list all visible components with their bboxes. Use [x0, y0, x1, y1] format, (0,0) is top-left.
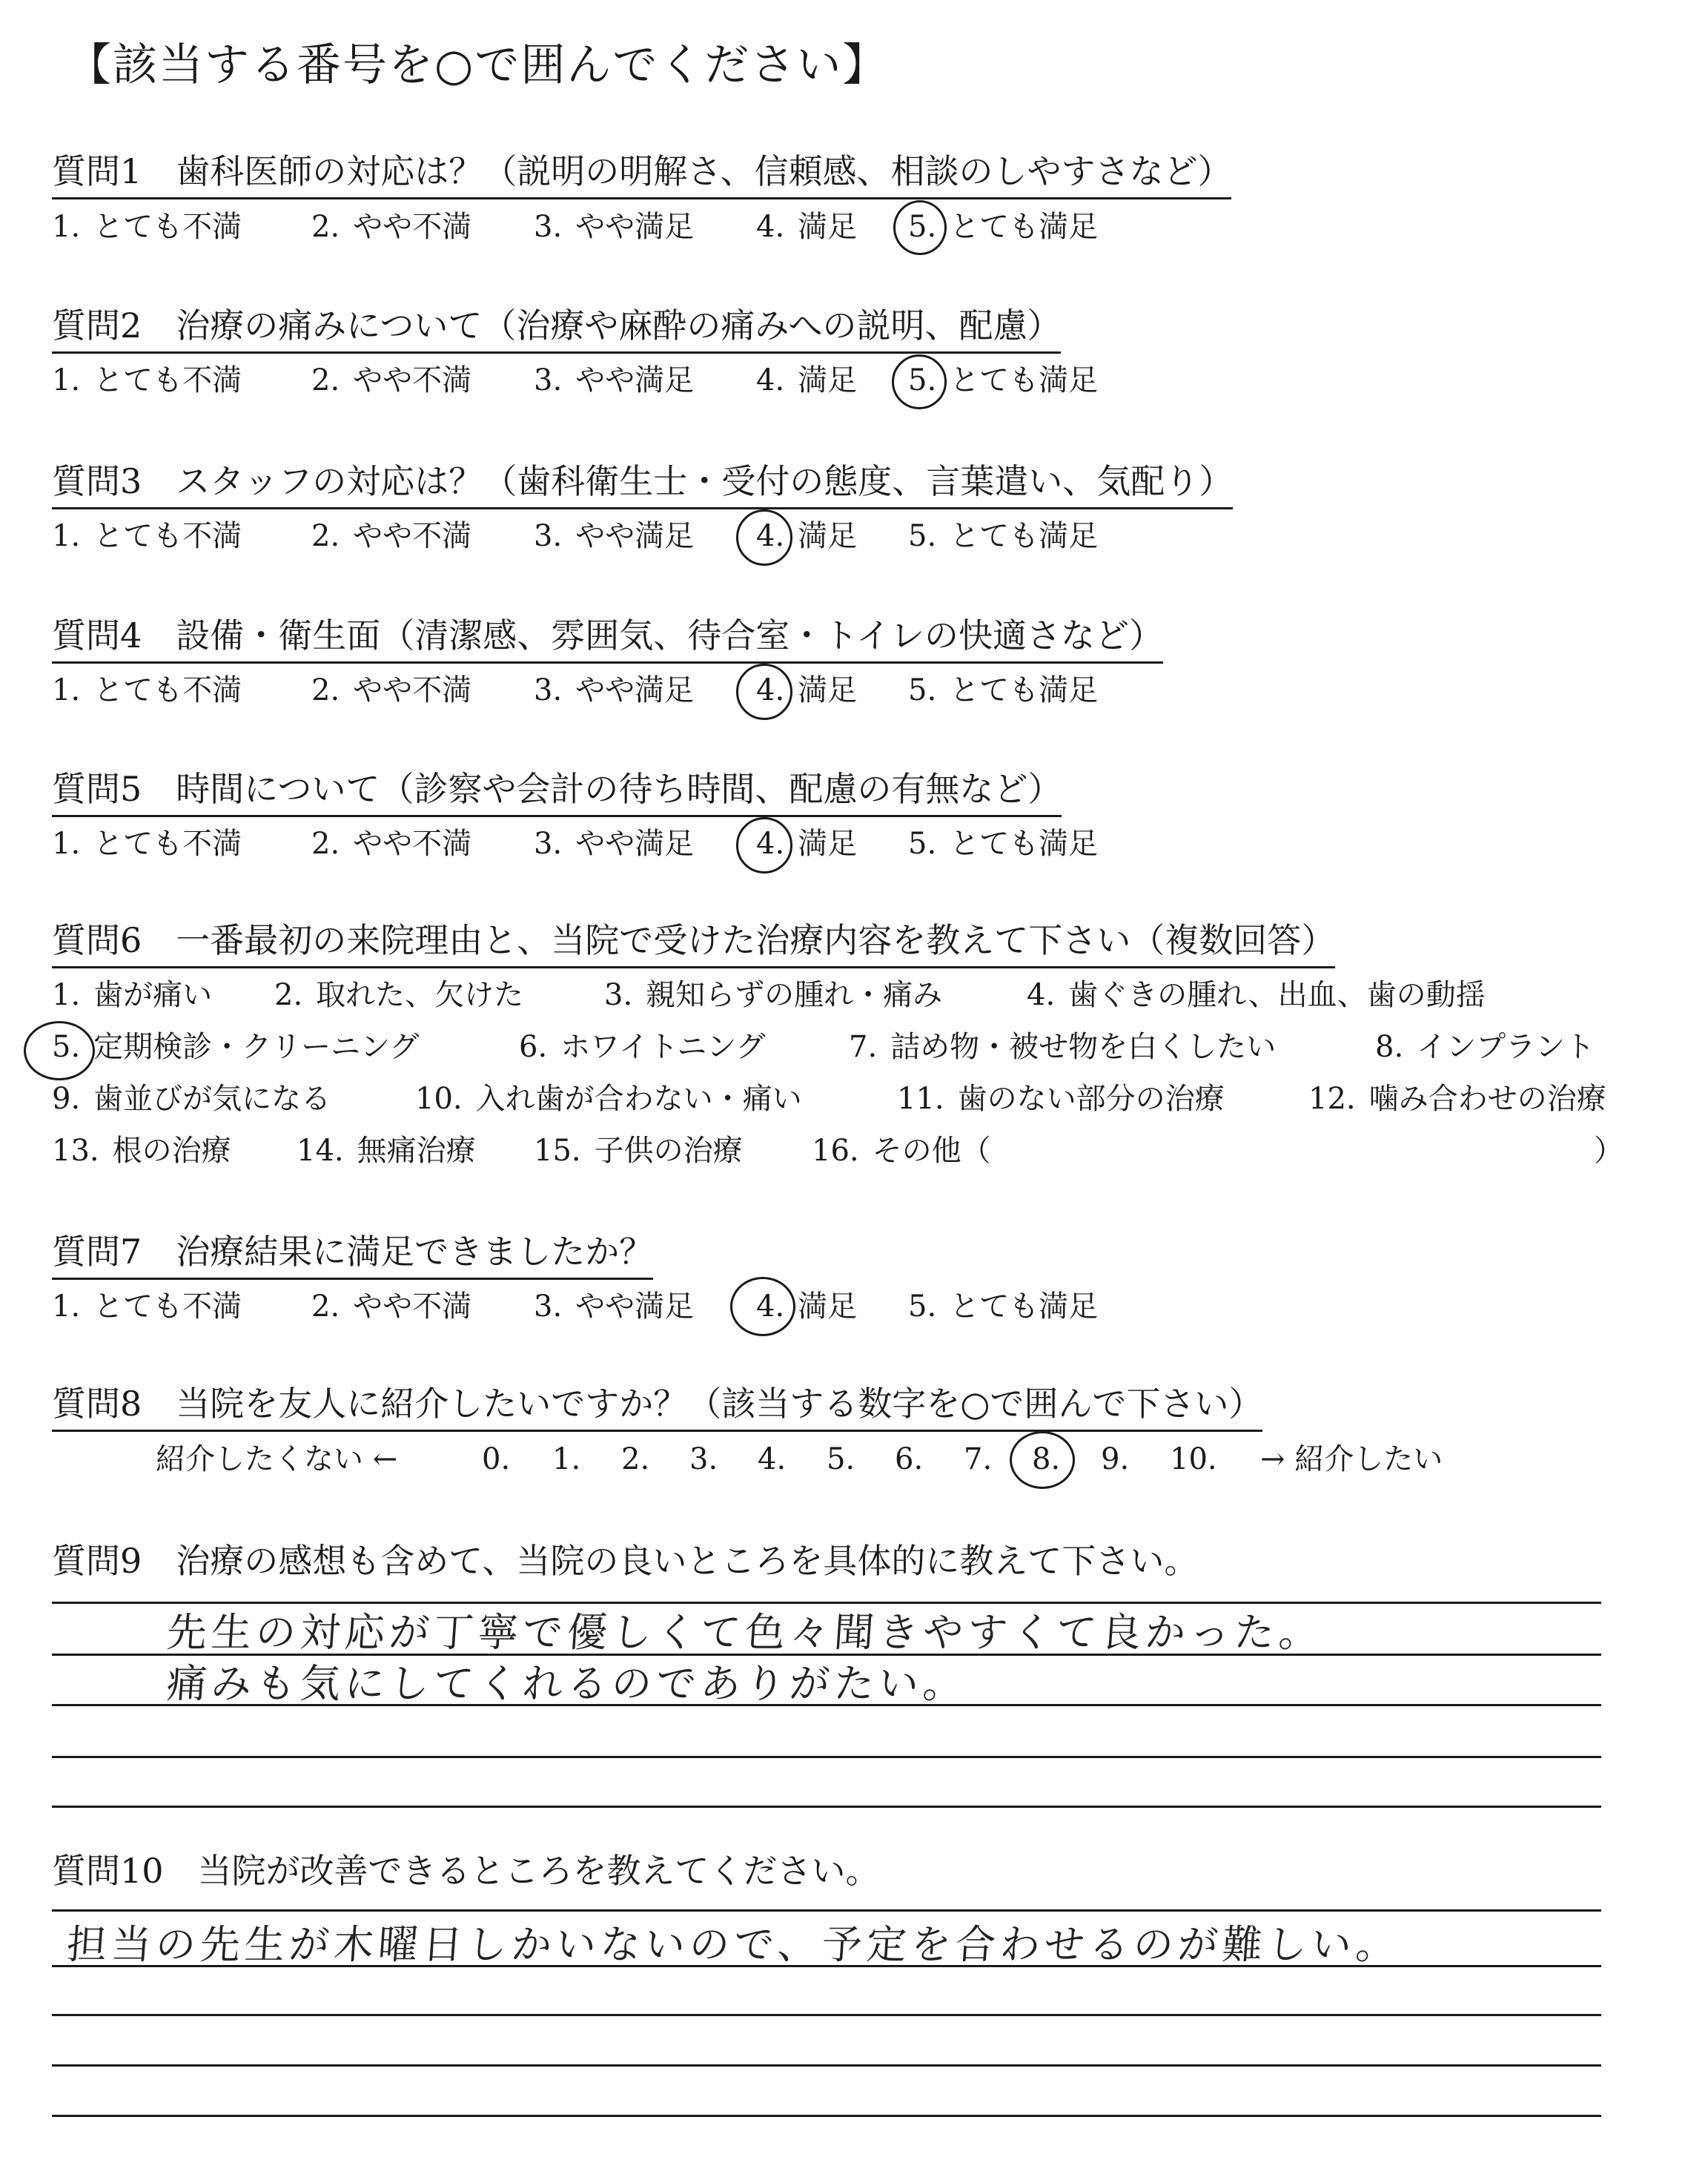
q6-option-2[interactable]: 2. 取れた、欠けた: [274, 978, 524, 1012]
question-5-heading: 質問5 時間について（診察や会計の待ち時間、配慮の有無など）: [52, 772, 1062, 817]
q8-right-label: → 紹介したい: [1260, 1442, 1443, 1476]
q8-option-5[interactable]: 5.: [827, 1442, 855, 1476]
question-4-heading: 質問4 設備・衛生面（清潔感、雰囲気、待合室・トイレの快適さなど）: [52, 618, 1163, 664]
q2-option-4[interactable]: 4. 満足: [756, 363, 858, 397]
q3-option-4[interactable]: 4. 満足: [756, 519, 858, 553]
q2-option-5[interactable]: 5. とても満足: [908, 363, 1099, 397]
q8-option-7[interactable]: 7.: [964, 1442, 993, 1476]
q8-option-8[interactable]: 8.: [1032, 1442, 1061, 1476]
question-9-heading: 質問9 治療の感想も含めて、当院の良いところを具体的に教えて下さい。: [52, 1541, 1199, 1581]
q9-answer-line: [52, 1806, 1601, 1808]
q6-option-15[interactable]: 15. 子供の治療: [534, 1134, 743, 1168]
q1-option-2[interactable]: 2. やや不満: [311, 210, 472, 244]
q7-option-3[interactable]: 3. やや満足: [534, 1289, 695, 1324]
q3-answer-circle: [736, 509, 792, 566]
question-10-heading: 質問10 当院が改善できるところを教えてください。: [52, 1851, 880, 1891]
q1-option-5[interactable]: 5. とても満足: [908, 210, 1099, 244]
q8-option-1[interactable]: 1.: [552, 1442, 581, 1476]
question-text: 歯科医師の対応は？（説明の明解さ、信頼感、相談のしやすさなど）: [176, 151, 1232, 191]
q9-answer-text: 痛みも気にしてくれるのでありがたい。: [165, 1660, 970, 1707]
q10-answer-line: [52, 2014, 1601, 2016]
q6-option-7[interactable]: 7. 詰め物・被せ物を白くしたい: [849, 1030, 1277, 1064]
q8-option-2[interactable]: 2.: [621, 1442, 650, 1476]
question-number: 質問1: [52, 151, 142, 191]
q8-option-6[interactable]: 6.: [895, 1442, 924, 1476]
q6-option-5[interactable]: 5. 定期検診・クリーニング: [52, 1030, 420, 1064]
question-7-heading: 質問7 治療結果に満足できましたか？: [52, 1235, 653, 1280]
q7-option-5[interactable]: 5. とても満足: [908, 1289, 1099, 1324]
q6-option-13[interactable]: 13. 根の治療: [52, 1134, 231, 1168]
q6-option-4[interactable]: 4. 歯ぐきの腫れ、出血、歯の動揺: [1027, 978, 1486, 1012]
q6-option-11[interactable]: 11. 歯のない部分の治療: [897, 1082, 1225, 1116]
q8-option-9[interactable]: 9.: [1101, 1442, 1130, 1476]
q8-option-10[interactable]: 10.: [1170, 1442, 1217, 1476]
q6-option-6[interactable]: 6. ホワイトニング: [519, 1030, 766, 1064]
q4-option-4[interactable]: 4. 満足: [756, 673, 858, 707]
q4-option-5[interactable]: 5. とても満足: [908, 673, 1099, 707]
q3-option-2[interactable]: 2. やや不満: [311, 519, 472, 553]
q10-answer-line: [52, 2064, 1601, 2067]
q5-option-5[interactable]: 5. とても満足: [908, 827, 1099, 861]
q2-option-3[interactable]: 3. やや満足: [534, 363, 695, 397]
question-2-heading: 質問2 治療の痛みについて（治療や麻酔の痛みへの説明、配慮）: [52, 308, 1061, 354]
q10-answer-line: [52, 2115, 1601, 2117]
q5-option-2[interactable]: 2. やや不満: [311, 827, 472, 861]
q7-option-1[interactable]: 1. とても不満: [52, 1289, 242, 1324]
q6-option-9[interactable]: 9. 歯並びが気になる: [52, 1082, 331, 1116]
q6-option-8[interactable]: 8. インプラント: [1375, 1030, 1595, 1064]
q6-option-16[interactable]: 16. その他（: [812, 1134, 991, 1168]
q4-option-2[interactable]: 2. やや不満: [311, 673, 472, 707]
q6-option-1[interactable]: 1. 歯が痛い: [52, 978, 213, 1012]
q10-answer-line: [52, 1909, 1601, 1912]
q10-answer-text: 担当の先生が木曜日しかいないので、予定を合わせるのが難しい。: [64, 1921, 1403, 1968]
q9-answer-line: [52, 1654, 1601, 1656]
q3-option-5[interactable]: 5. とても満足: [908, 519, 1099, 553]
page-title: 【該当する番号を○で囲んでください】: [67, 39, 889, 91]
q6-option-3[interactable]: 3. 親知らずの腫れ・痛み: [604, 978, 943, 1012]
q2-option-2[interactable]: 2. やや不満: [311, 363, 472, 397]
q6-other-close-paren: ）: [1594, 1134, 1623, 1168]
q6-answer-circle: [24, 1021, 95, 1080]
question-3-heading: 質問3 スタッフの対応は？（歯科衛生士・受付の態度、言葉遣い、気配り）: [52, 464, 1233, 509]
q2-answer-circle: [892, 354, 947, 409]
q1-option-1[interactable]: 1. とても不満: [52, 210, 242, 244]
q1-answer-circle: [893, 200, 947, 255]
q4-answer-circle: [736, 664, 792, 720]
q5-option-1[interactable]: 1. とても不満: [52, 827, 242, 861]
q8-answer-circle: [1010, 1431, 1075, 1489]
q6-option-12[interactable]: 12. 噛み合わせの治療: [1308, 1082, 1606, 1116]
q7-answer-circle: [730, 1277, 795, 1336]
q4-option-1[interactable]: 1. とても不満: [52, 673, 242, 707]
q7-option-2[interactable]: 2. やや不満: [311, 1289, 472, 1324]
q9-answer-text: 先生の対応が丁寧で優しくて色々聞きやすくて良かった。: [165, 1609, 1325, 1656]
question-8-heading: 質問8 当院を友人に紹介したいですか？（該当する数字を○で囲んで下さい）: [52, 1387, 1262, 1432]
q4-option-3[interactable]: 3. やや満足: [534, 673, 695, 707]
q10-answer-line: [52, 1965, 1601, 1967]
q9-answer-line: [52, 1704, 1601, 1706]
q1-option-3[interactable]: 3. やや満足: [534, 210, 695, 244]
q5-answer-circle: [736, 817, 792, 873]
q9-answer-line: [52, 1602, 1601, 1604]
q8-option-0[interactable]: 0.: [482, 1442, 511, 1476]
q1-option-4[interactable]: 4. 満足: [756, 210, 858, 244]
q6-option-10[interactable]: 10. 入れ歯が合わない・痛い: [415, 1082, 802, 1116]
q3-option-1[interactable]: 1. とても不満: [52, 519, 242, 553]
q5-option-3[interactable]: 3. やや満足: [534, 827, 695, 861]
q8-option-3[interactable]: 3.: [689, 1442, 718, 1476]
question-6-heading: 質問6 一番最初の来院理由と、当院で受けた治療内容を教えて下さい（複数回答）: [52, 923, 1335, 968]
q5-option-4[interactable]: 4. 満足: [756, 827, 858, 861]
q7-option-4[interactable]: 4. 満足: [756, 1289, 858, 1324]
question-1-heading: [52, 151, 1232, 199]
q8-option-4[interactable]: 4.: [758, 1442, 787, 1476]
q2-option-1[interactable]: 1. とても不満: [52, 363, 242, 397]
q8-left-label: 紹介したくない ←: [156, 1442, 398, 1476]
q6-option-14[interactable]: 14. 無痛治療: [297, 1134, 476, 1168]
q9-answer-line: [52, 1756, 1601, 1758]
q3-option-3[interactable]: 3. やや満足: [534, 519, 695, 553]
